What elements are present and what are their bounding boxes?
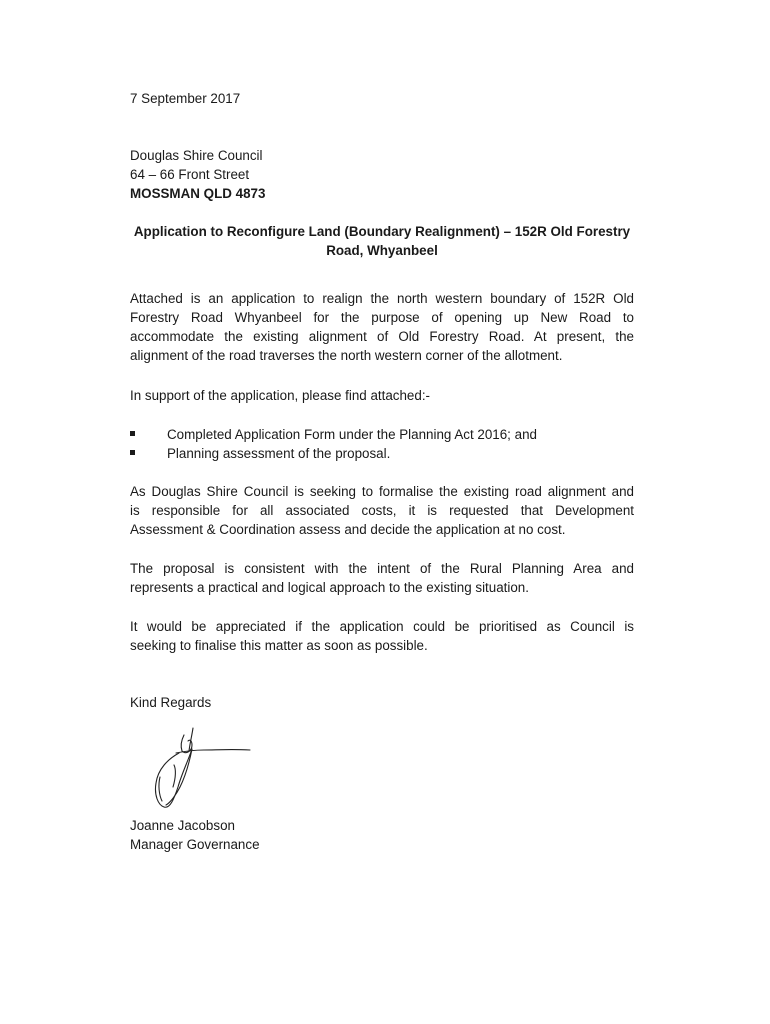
- signature-icon: [146, 725, 254, 813]
- square-bullet-icon: [130, 431, 135, 436]
- paragraph-line: represents a practical and logical approach to the existing situation.: [130, 580, 529, 595]
- recipient-line-3: MOSSMAN QLD 4873: [130, 186, 266, 201]
- list-item: [130, 444, 634, 463]
- paragraph-line: accommodate the existing alignment of Old Forestry Road. At present, the: [130, 329, 634, 344]
- paragraph-line: The proposal is consistent with the intent of the Rural Planning Area and: [130, 561, 634, 576]
- paragraph-priority: [130, 617, 634, 655]
- paragraph-line: seeking to finalise this matter as soon as possible.: [130, 638, 428, 653]
- list-item-text: Completed Application Form under the Planning Act 2016; and: [167, 427, 537, 442]
- paragraph-line: Forestry Road Whyanbeel for the purpose of opening up New Road to: [130, 310, 634, 325]
- recipient-line-2: 64 – 66 Front Street: [130, 167, 250, 182]
- paragraph-costs: [130, 482, 634, 539]
- square-bullet-icon: [130, 450, 135, 455]
- paragraph-line: is responsible for all associated costs, it is requested that Development: [130, 503, 634, 518]
- paragraph-consistency: [130, 559, 634, 597]
- attachments-list: [130, 425, 634, 463]
- paragraph-line: Assessment & Coordination assess and decide the application at no cost.: [130, 522, 566, 537]
- list-item: [130, 425, 634, 444]
- letter-date: 7 September 2017: [130, 91, 241, 106]
- paragraph-line: It would be appreciated if the application could be prioritised as Council is: [130, 619, 634, 634]
- paragraph-line: As Douglas Shire Council is seeking to formalise the existing road alignment and: [130, 484, 634, 499]
- recipient-line-1: Douglas Shire Council: [130, 148, 263, 163]
- paragraph-line: Attached is an application to realign the north western boundary of 152R Old: [130, 291, 634, 306]
- letter-subject: [130, 222, 634, 260]
- paragraph-line: alignment of the road traverses the north western corner of the allotment.: [130, 348, 563, 363]
- subject-line-2: Road, Whyanbeel: [326, 243, 438, 258]
- subject-line-1: Application to Reconfigure Land (Boundary Realignment) – 152R Old Forestry: [133, 224, 631, 239]
- paragraph-application: [130, 289, 634, 365]
- list-item-text: Planning assessment of the proposal.: [167, 446, 391, 461]
- paragraph-support: [130, 386, 634, 405]
- closing: Kind Regards: [130, 695, 212, 710]
- signatory-title: Manager Governance: [130, 837, 260, 852]
- signatory-name: Joanne Jacobson: [130, 818, 235, 833]
- paragraph-line: In support of the application, please find attached:-: [130, 388, 431, 403]
